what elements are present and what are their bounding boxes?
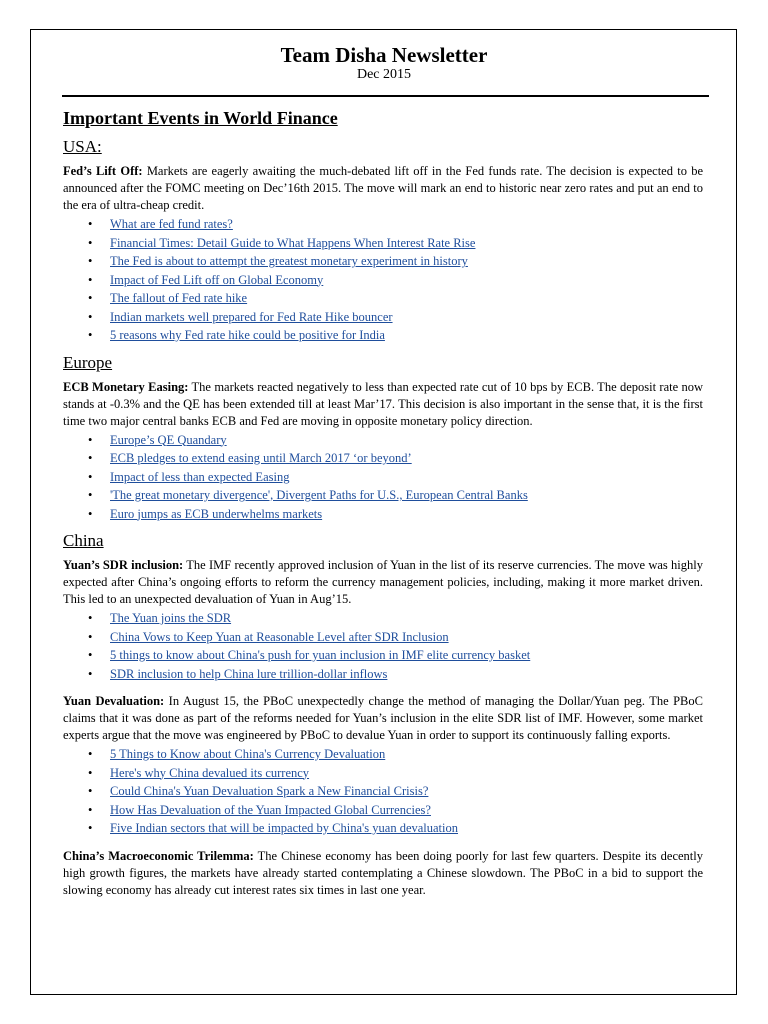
topic-lead: ECB Monetary Easing: [63, 379, 189, 394]
article-link[interactable]: Impact of less than expected Easing [110, 469, 290, 484]
article-link[interactable]: Financial Times: Detail Guide to What Happens When Interest Rate Rise [110, 235, 476, 250]
article-link[interactable]: 5 Things to Know about China's Currency Devaluation [110, 747, 386, 761]
list-item [110, 215, 703, 234]
list-item [110, 468, 703, 487]
list-item [110, 609, 703, 628]
list-item [110, 819, 703, 838]
list-item [110, 449, 703, 468]
list-item [110, 628, 703, 647]
article-link[interactable]: China Vows to Keep Yuan at Reasonable Level after SDR Inclusion [110, 629, 449, 644]
article-link[interactable]: The Yuan joins the SDR [110, 611, 232, 625]
list-item [110, 646, 703, 665]
list-item [110, 665, 703, 684]
list-item [110, 326, 703, 345]
list-item [110, 801, 703, 820]
newsletter-date: Dec 2015 [356, 67, 412, 82]
article-link[interactable]: What are fed fund rates? [110, 217, 233, 231]
list-item [110, 271, 703, 290]
topic-lead: China’s Macroeconomic Trilemma: [63, 848, 254, 863]
article-link[interactable]: 5 reasons why Fed rate hike could be positive for India [110, 328, 385, 342]
topic-text: The markets reacted negatively to less than expected rate cut of 10 bps by ECB. The deposit rate now stands at -0.3% and the QE has been extended till at least Mar’17. This decision is also important in the sense that, it is the first time two major central banks ECB and Fed are moving in opposite monetary policy direction. [63, 379, 704, 428]
topic-paragraph [63, 163, 703, 214]
article-link[interactable]: How Has Devaluation of the Yuan Impacted Global Currencies? [110, 802, 431, 817]
section-heading: China [63, 531, 104, 550]
topic-text: In August 15, the PBoC unexpectedly change the method of managing the Dollar/Yuan peg. The PBoC claims that it was done as part of the reforms needed for Yuan’s inclusion in the elite SDR list of IMF. However, some market experts argue that the move was engineered by PBoC to devalue Yuan in order to support its continuously falling exports. [63, 694, 703, 742]
list-item [110, 234, 703, 253]
newsletter-title: Team Disha Newsletter [280, 43, 488, 67]
newsletter-body [63, 108, 703, 899]
topic-text: The IMF recently approved inclusion of Yuan in the list of its reserve currencies. The move was highly expected after China’s ongoing efforts to reform the currency management policies, including, making it more market driven. This led to an unexpected devaluation of Yuan in Aug’15. [63, 558, 703, 606]
list-item [110, 308, 703, 327]
header-divider [62, 95, 709, 97]
block-spacer [63, 838, 703, 848]
block-spacer [63, 683, 703, 693]
list-item [110, 289, 703, 308]
main-heading: Important Events in World Finance [63, 108, 338, 128]
topic-paragraph [63, 557, 703, 608]
article-link[interactable]: Euro jumps as ECB underwhelms markets [110, 506, 323, 521]
list-item [110, 486, 703, 505]
article-link[interactable]: 'The great monetary divergence', Divergent Paths for U.S., European Central Banks [110, 488, 528, 502]
section-heading: Europe [63, 352, 113, 372]
article-link[interactable]: Indian markets well prepared for Fed Rate Hike bouncer [110, 309, 393, 324]
article-link[interactable]: The Fed is about to attempt the greatest monetary experiment in history [110, 254, 468, 268]
list-item [110, 252, 703, 271]
article-link[interactable]: SDR inclusion to help China lure trillion-dollar inflows [110, 666, 388, 681]
list-item [110, 745, 703, 764]
section-heading: USA: [63, 137, 102, 156]
link-list [63, 215, 703, 345]
topic-paragraph [63, 379, 703, 430]
article-link[interactable]: ECB pledges to extend easing until March 2017 ‘or beyond’ [110, 451, 412, 465]
link-list [63, 431, 703, 524]
list-item [110, 782, 703, 801]
article-link[interactable]: Here's why China devalued its currency [110, 765, 310, 780]
article-link[interactable]: 5 things to know about China's push for yuan inclusion in IMF elite currency basket [110, 648, 531, 662]
article-link[interactable]: Europe’s QE Quandary [110, 432, 227, 447]
topic-paragraph [63, 693, 703, 744]
topic-lead: Fed’s Lift Off: [63, 164, 143, 178]
article-link[interactable]: Impact of Fed Lift off on Global Economy [110, 272, 324, 287]
list-item [110, 505, 703, 524]
link-list [63, 609, 703, 683]
article-link[interactable]: Five Indian sectors that will be impacted by China's yuan devaluation [110, 821, 459, 835]
topic-text: The Chinese economy has been doing poorly for last few quarters. Despite its decently high growth figures, the markets have already started contemplating a Chinese slowdown. The PBoC in a bid to support the slowing economy has already cut interest rates six times in last one year. [63, 848, 703, 897]
link-list [63, 745, 703, 838]
topic-lead: Yuan’s SDR inclusion: [63, 558, 184, 572]
article-link[interactable]: Could China's Yuan Devaluation Spark a New Financial Crisis? [110, 784, 429, 798]
topic-text: Markets are eagerly awaiting the much-debated lift off in the Fed funds rate. The decision is expected to be announced after the FOMC meeting on Dec’16th 2015. The move will mark an end to historic near zero rates and put an end to the era of ultra-cheap credit. [63, 164, 703, 212]
article-link[interactable]: The fallout of Fed rate hike [110, 291, 248, 305]
topic-paragraph [63, 848, 703, 899]
topic-lead: Yuan Devaluation: [63, 694, 165, 708]
list-item [110, 764, 703, 783]
sections-container [63, 137, 703, 899]
list-item [110, 431, 703, 450]
